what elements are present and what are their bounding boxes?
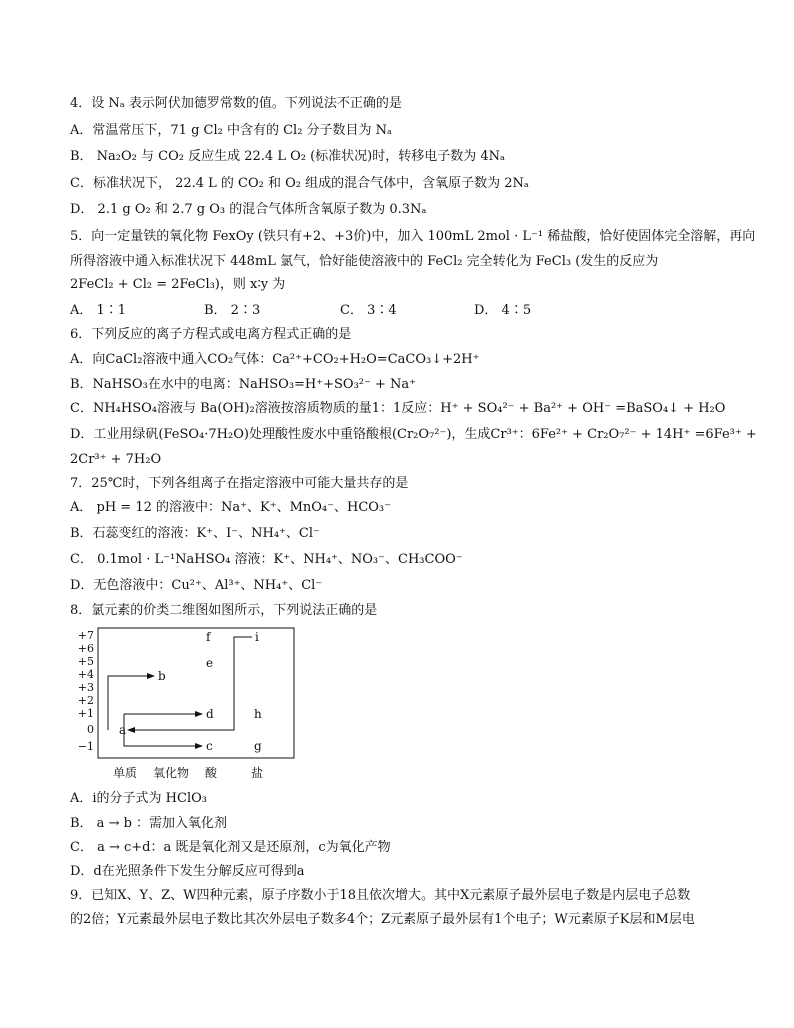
arrow-i-to-a — [128, 637, 252, 730]
y-label-plus3: +3 — [77, 681, 94, 694]
q8-option-d: D．d在光照条件下发生分解反应可得到a — [70, 864, 305, 879]
q5-line2: 所得溶液中通入标准状况下 448mL 氯气，恰好能使溶液中的 FeCl₂ 完全转化为 FeCl₃ (发生的反应为 — [70, 254, 659, 269]
point-f: f — [206, 630, 211, 644]
point-b: b — [158, 669, 166, 683]
q6-stem: 6．下列反应的离子方程式或电离方程式正确的是 — [70, 327, 352, 342]
point-h: h — [254, 707, 262, 721]
q6-option-a: A．向CaCl₂溶液中通入CO₂气体：Ca²⁺+CO₂+H₂O=CaCO₃↓+2H⁺ — [70, 352, 480, 367]
q9-line2: 的2倍；Y元素最外层电子数比其次外层电子数多4个；Z元素原子最外层有1个电子；W元素原子K层和M层电 — [70, 912, 695, 927]
point-c: c — [206, 739, 213, 753]
x-label-oxide: 氧化物 — [152, 766, 190, 780]
q8-option-a: A．i的分子式为 HClO₃ — [70, 791, 207, 806]
q9-line1: 9．已知X、Y、Z、W四种元素，原子序数小于18且依次增大。其中X元素原子最外层电子数是内层电子总数 — [70, 888, 691, 903]
point-e: e — [206, 656, 214, 670]
arrow-a-to-b — [108, 676, 154, 730]
chlorine-valence-diagram — [68, 626, 300, 784]
q5-line3: 2FeCl₂ + Cl₂ = 2FeCl₃)，则 x∶y 为 — [70, 277, 286, 292]
q8-stem: 8．氯元素的价类二维图如图所示，下列说法正确的是 — [70, 603, 378, 618]
y-label-minus1: −1 — [77, 740, 94, 753]
q4-stem: 4．设 Nₐ 表示阿伏加德罗常数的值。下列说法不正确的是 — [70, 96, 402, 111]
diagram-frame — [98, 628, 294, 758]
y-label-plus5: +5 — [77, 655, 94, 668]
q4-option-a: A．常温常压下，71 g Cl₂ 中含有的 Cl₂ 分子数目为 Nₐ — [70, 123, 393, 138]
x-label-acid: 酸 — [204, 766, 218, 780]
q4-option-d: D． 2.1 g O₂ 和 2.7 g O₃ 的混合气体所含氧原子数为 0.3Nₐ — [70, 202, 427, 217]
q5-option-b: B． 2∶3 — [204, 303, 261, 318]
y-label-plus2: +2 — [77, 694, 94, 707]
q5-option-a: A． 1∶1 — [70, 303, 127, 318]
q7-option-c: C． 0.1mol · L⁻¹NaHSO₄ 溶液：K⁺、NH₄⁺、NO₃⁻、CH₃COO⁻ — [70, 552, 463, 567]
x-label-element: 单质 — [112, 766, 138, 780]
q6-option-b: B．NaHSO₃在水中的电离：NaHSO₃=H⁺+SO₃²⁻ + Na⁺ — [70, 377, 417, 392]
q8-option-c: C． a → c+d：a 既是氧化剂又是还原剂，c为氧化产物 — [70, 840, 391, 855]
y-label-plus4: +4 — [77, 668, 94, 681]
q4-option-b: B． Na₂O₂ 与 CO₂ 反应生成 22.4 L O₂ (标准状况)时，转移电子数为 4Nₐ — [70, 149, 506, 164]
point-i: i — [255, 630, 259, 644]
q4-option-c: C．标准状况下， 22.4 L 的 CO₂ 和 O₂ 组成的混合气体中，含氧原子数为 2Nₐ — [70, 176, 529, 191]
q5-option-d: D． 4∶5 — [474, 303, 532, 318]
q5-option-c: C． 3∶4 — [340, 303, 397, 318]
q6-option-c: C．NH₄HSO₄溶液与 Ba(OH)₂溶液按溶质物质的量1：1反应：H⁺ + SO₄²⁻ + Ba²⁺ + OH⁻ =BaSO₄↓ + H₂O — [70, 401, 726, 416]
q7-stem: 7．25℃时，下列各组离子在指定溶液中可能大量共存的是 — [70, 476, 409, 491]
q5-line1: 5．向一定量铁的氧化物 FexOy (铁只有+2、+3价)中，加入 100mL 2mol · L⁻¹ 稀盐酸，恰好使固体完全溶解，再向 — [70, 229, 756, 244]
q7-option-d: D．无色溶液中：Cu²⁺、Al³⁺、NH₄⁺、Cl⁻ — [70, 578, 323, 593]
q7-option-a: A． pH = 12 的溶液中：Na⁺、K⁺、MnO₄⁻、HCO₃⁻ — [70, 500, 392, 515]
q8-option-b: B． a → b ：需加入氧化剂 — [70, 816, 228, 831]
point-d: d — [206, 707, 214, 721]
point-g: g — [254, 739, 262, 753]
q7-option-b: B．石蕊变红的溶液：K⁺、I⁻、NH₄⁺、Cl⁻ — [70, 526, 320, 541]
y-label-plus1: +1 — [77, 707, 94, 720]
y-label-plus6: +6 — [77, 642, 94, 655]
q6-option-d: D．工业用绿矾(FeSO₄·7H₂O)处理酸性废水中重铬酸根(Cr₂O₇²⁻)，生成Cr³⁺：6Fe²⁺ + Cr₂O₇²⁻ + 14H⁺ =6Fe³⁺ + — [70, 427, 757, 442]
q6-option-d-cont: 2Cr³⁺ + 7H₂O — [70, 452, 162, 467]
y-label-plus7: +7 — [77, 629, 94, 642]
point-a: a — [119, 723, 127, 737]
arrow-a-to-c — [124, 730, 202, 746]
x-label-salt: 盐 — [250, 766, 264, 780]
y-label-zero: 0 — [87, 723, 94, 736]
